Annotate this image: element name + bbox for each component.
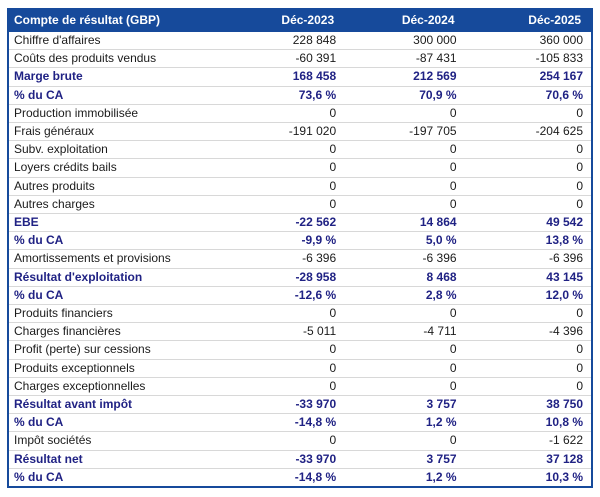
row-label: % du CA	[8, 286, 230, 304]
value-dec-2024: 0	[344, 305, 464, 323]
row-label: Chiffre d'affaires	[8, 31, 230, 50]
value-dec-2024: 0	[344, 432, 464, 450]
value-dec-2024: 0	[344, 195, 464, 213]
table-row	[8, 104, 592, 122]
value-dec-2024: 8 468	[344, 268, 464, 286]
row-label: Produits exceptionnels	[8, 359, 230, 377]
value-dec-2023: 168 458	[230, 68, 344, 86]
value-dec-2023: 0	[230, 432, 344, 450]
row-label: EBE	[8, 214, 230, 232]
row-label: Marge brute	[8, 68, 230, 86]
value-dec-2024: 5,0 %	[344, 232, 464, 250]
row-label: % du CA	[8, 232, 230, 250]
value-dec-2025: 0	[465, 177, 592, 195]
value-dec-2025: -204 625	[465, 123, 592, 141]
table-header-row	[8, 9, 592, 31]
table-row	[8, 232, 592, 250]
value-dec-2024: 0	[344, 359, 464, 377]
row-label: Produits financiers	[8, 305, 230, 323]
row-label: Résultat d'exploitation	[8, 268, 230, 286]
value-dec-2023: 228 848	[230, 31, 344, 50]
value-dec-2023: -60 391	[230, 50, 344, 68]
value-dec-2025: 0	[465, 341, 592, 359]
row-label: Loyers crédits bails	[8, 159, 230, 177]
table-row	[8, 286, 592, 304]
value-dec-2024: 3 757	[344, 396, 464, 414]
table-row	[8, 341, 592, 359]
value-dec-2023: 0	[230, 341, 344, 359]
value-dec-2023: -6 396	[230, 250, 344, 268]
table-row	[8, 414, 592, 432]
table-row	[8, 396, 592, 414]
value-dec-2023: -12,6 %	[230, 286, 344, 304]
value-dec-2023: -22 562	[230, 214, 344, 232]
value-dec-2025: 12,0 %	[465, 286, 592, 304]
value-dec-2024: -87 431	[344, 50, 464, 68]
value-dec-2024: 14 864	[344, 214, 464, 232]
value-dec-2024: 2,8 %	[344, 286, 464, 304]
table-row	[8, 68, 592, 86]
col-header-dec-2023: Déc-2023	[230, 9, 344, 31]
value-dec-2025: 43 145	[465, 268, 592, 286]
value-dec-2024: 0	[344, 377, 464, 395]
row-label: Impôt sociétés	[8, 432, 230, 450]
table-row	[8, 432, 592, 450]
row-label: Amortissements et provisions	[8, 250, 230, 268]
row-label: Coûts des produits vendus	[8, 50, 230, 68]
value-dec-2024: -6 396	[344, 250, 464, 268]
value-dec-2025: -105 833	[465, 50, 592, 68]
table-row	[8, 86, 592, 104]
value-dec-2024: 3 757	[344, 450, 464, 468]
value-dec-2023: 0	[230, 159, 344, 177]
table-row	[8, 214, 592, 232]
row-label: Résultat net	[8, 450, 230, 468]
table-row	[8, 359, 592, 377]
row-label: Profit (perte) sur cessions	[8, 341, 230, 359]
col-header-dec-2025: Déc-2025	[465, 9, 592, 31]
row-label: Autres charges	[8, 195, 230, 213]
table-title: Compte de résultat (GBP)	[8, 9, 230, 31]
col-header-dec-2024: Déc-2024	[344, 9, 464, 31]
value-dec-2023: -14,8 %	[230, 468, 344, 487]
row-label: Subv. exploitation	[8, 141, 230, 159]
table-row	[8, 323, 592, 341]
value-dec-2023: -9,9 %	[230, 232, 344, 250]
table-row	[8, 195, 592, 213]
value-dec-2023: 0	[230, 177, 344, 195]
value-dec-2024: 0	[344, 104, 464, 122]
value-dec-2023: 0	[230, 305, 344, 323]
row-label: Charges financières	[8, 323, 230, 341]
value-dec-2025: -6 396	[465, 250, 592, 268]
value-dec-2025: 70,6 %	[465, 86, 592, 104]
value-dec-2023: 73,6 %	[230, 86, 344, 104]
value-dec-2025: 38 750	[465, 396, 592, 414]
table-row	[8, 177, 592, 195]
table-body	[8, 31, 592, 487]
value-dec-2024: 70,9 %	[344, 86, 464, 104]
row-label: Charges exceptionnelles	[8, 377, 230, 395]
value-dec-2023: -14,8 %	[230, 414, 344, 432]
value-dec-2025: 0	[465, 104, 592, 122]
row-label: Frais généraux	[8, 123, 230, 141]
value-dec-2024: 212 569	[344, 68, 464, 86]
value-dec-2025: 10,8 %	[465, 414, 592, 432]
value-dec-2025: 37 128	[465, 450, 592, 468]
value-dec-2024: 300 000	[344, 31, 464, 50]
value-dec-2024: 1,2 %	[344, 468, 464, 487]
value-dec-2025: 0	[465, 195, 592, 213]
value-dec-2025: 254 167	[465, 68, 592, 86]
value-dec-2023: 0	[230, 359, 344, 377]
value-dec-2025: 13,8 %	[465, 232, 592, 250]
value-dec-2024: 1,2 %	[344, 414, 464, 432]
value-dec-2024: 0	[344, 177, 464, 195]
row-label: Autres produits	[8, 177, 230, 195]
table-row	[8, 123, 592, 141]
value-dec-2023: 0	[230, 141, 344, 159]
value-dec-2023: -33 970	[230, 396, 344, 414]
value-dec-2024: 0	[344, 341, 464, 359]
value-dec-2023: -191 020	[230, 123, 344, 141]
table-row	[8, 468, 592, 487]
value-dec-2025: 0	[465, 305, 592, 323]
table-row	[8, 141, 592, 159]
value-dec-2025: -4 396	[465, 323, 592, 341]
value-dec-2025: 0	[465, 377, 592, 395]
value-dec-2025: 49 542	[465, 214, 592, 232]
table-row	[8, 31, 592, 50]
value-dec-2024: -197 705	[344, 123, 464, 141]
value-dec-2025: 10,3 %	[465, 468, 592, 487]
table-row	[8, 159, 592, 177]
value-dec-2023: -5 011	[230, 323, 344, 341]
value-dec-2024: 0	[344, 159, 464, 177]
table-row	[8, 450, 592, 468]
value-dec-2023: -33 970	[230, 450, 344, 468]
value-dec-2024: -4 711	[344, 323, 464, 341]
row-label: % du CA	[8, 86, 230, 104]
value-dec-2023: 0	[230, 377, 344, 395]
income-statement-table	[7, 8, 593, 488]
table-row	[8, 50, 592, 68]
table-row	[8, 250, 592, 268]
table-row	[8, 268, 592, 286]
table-row	[8, 305, 592, 323]
row-label: Résultat avant impôt	[8, 396, 230, 414]
value-dec-2025: 360 000	[465, 31, 592, 50]
row-label: Production immobilisée	[8, 104, 230, 122]
value-dec-2025: 0	[465, 141, 592, 159]
value-dec-2023: 0	[230, 104, 344, 122]
table-row	[8, 377, 592, 395]
value-dec-2025: 0	[465, 359, 592, 377]
value-dec-2024: 0	[344, 141, 464, 159]
value-dec-2025: -1 622	[465, 432, 592, 450]
value-dec-2025: 0	[465, 159, 592, 177]
row-label: % du CA	[8, 414, 230, 432]
value-dec-2023: 0	[230, 195, 344, 213]
value-dec-2023: -28 958	[230, 268, 344, 286]
row-label: % du CA	[8, 468, 230, 487]
